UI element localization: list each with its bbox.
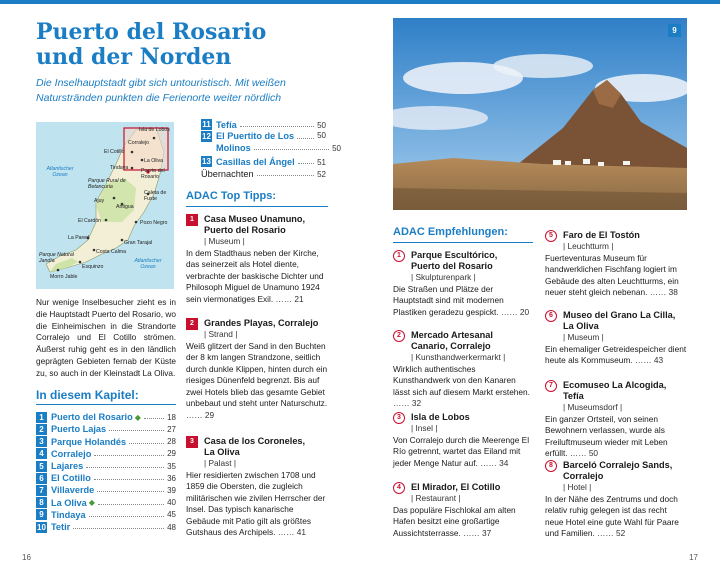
overview-map (36, 122, 174, 289)
entry-page-ref: 20 (519, 306, 530, 317)
top_tipps-item-2: 2 Grandes Playas, Corralejo | Strand | Weiß glitzert der Sand in den Buchten der 8 km langen Strandzone, seitlich durch dunkle Klippen, hinten durch ein riesiges Dünenfeld begrenzt. Bis auf zwei Hotels blieb das gesamte Gebiet unbebaut und steht unter Naturschutz. …… 29 (186, 318, 328, 420)
entry-category: | Museum | (563, 332, 604, 342)
map-label-parque-natural: Parque Natural Jandía (39, 252, 74, 264)
location-marker-icon: 1 (186, 214, 198, 226)
empfehlungen-heading: ADAC Empfehlungen: (393, 226, 508, 238)
empf-item-3: 3 Isla de Lobos | Insel | Von Corralejo durch die Meerenge El Río getrennt, wartet das Eiland mit jeder Menge Natur auf. …… 34 (393, 412, 535, 469)
page-number-badge: 9 (668, 24, 681, 37)
entry-title: Mercado Artesanal (411, 330, 493, 340)
entry-page-ref: 43 (653, 355, 664, 365)
entry-description: Von Corralejo durch die Meerenge El Río getrennt, wartet das Eiland mit jeder Menge Natur auf. (393, 434, 530, 468)
top-tipps-heading: ADAC Top Tipps: (186, 190, 277, 202)
entry-page-ref: 37 (482, 527, 492, 538)
top_tipps-item-1: 1 Casa Museo Unamuno, Puerto del Rosario | Museum | In dem Stadthaus neben der Kirche, das seinerzeit als Hotel diente, verbrachte der baskische Dichter und Philosoph Miguel de Unamuno 1924 sein viermonatiges Exil. …… 21 (186, 214, 328, 305)
map-label-esquinzo: Esquinzo (82, 264, 104, 270)
entry-title-line2: Puerto del Rosario (411, 261, 493, 271)
entry-page-ref: 52 (616, 528, 626, 538)
entry-title-line2: Puerto del Rosario (204, 225, 286, 235)
page-number-left: 16 (22, 553, 31, 562)
map-label-la-pared: La Pared (68, 235, 90, 241)
entry-title: Ecomuseo La Alcogida, (563, 380, 667, 390)
entry-description: Ein ganzer Ortsteil, von seinen Bewohnern verlassen, wurde als Freiluftmuseum wieder mit Leben erfüllt. (545, 413, 668, 458)
location-marker-icon: 2 (186, 318, 198, 330)
entry-description: Fuerteventuras Museum für handwerklichen Fischfang logiert im Gebäude des alten Leuchtturms, ein neuer steht gleich nebenan. (545, 252, 679, 297)
toc-item-2[interactable]: 2 Puerto Lajas 27 (36, 423, 176, 436)
entry-description: Hier residierten zwischen 1708 und 1859 die Obersten, die zugleich militärischen wie zivilen Herrscher der Insel. Das typisch kanarische Gebäude mit Patio gilt als größtes Gutshaus des Archipels. (186, 469, 326, 537)
top_tipps-item-3: 3 Casa de los Coroneles, La Oliva | Palast | Hier residierten zwischen 1708 und 1859 die Obersten, die zugleich militärischen wie zivilen Herrscher der Insel. Das typisch kanarische Gebäude mit Patio gilt als größtes Gutshaus des Archipels. …… 41 (186, 436, 328, 539)
toc-item-5[interactable]: 5 Lajares 35 (36, 460, 176, 473)
entry-title-line2: Canario, Corralejo (411, 341, 491, 351)
location-pin-icon: 1 (393, 250, 405, 262)
star-icon: ◆ (88, 498, 95, 508)
map-label-el-cotillo: El Cotillo (104, 149, 125, 155)
top-tipps-rule (186, 206, 328, 207)
entry-title: Parque Escultórico, (411, 250, 498, 260)
landscape-photo (393, 18, 687, 210)
toc-item-11[interactable]: 11 Tefía 50 (202, 120, 326, 130)
map-label-la-oliva: La Oliva (144, 158, 164, 164)
map-label-costa-calma: Costa Calma (96, 249, 126, 255)
empf-item-7: 7 Ecomuseo La Alcogida, Tefía | Museumsdorf | Ein ganzer Ortsteil, von seinen Bewohnern verlassen, wurde als Freiluftmuseum wieder mit Leben erfüllt. …… 50 (545, 380, 687, 460)
entry-title: Museo del Grano La Cilla, (563, 310, 676, 320)
toc-item-4[interactable]: 4 Corralejo 29 (36, 448, 176, 461)
toc-item-3[interactable]: 3 Parque Holandés 28 (36, 435, 176, 448)
location-pin-icon: 6 (545, 310, 557, 322)
location-pin-icon: 5 (545, 230, 557, 242)
location-pin-icon: 7 (545, 380, 557, 392)
entry-category: | Skulpturenpark | (411, 272, 476, 282)
entry-description: Ein ehemaliger Getreidespeicher dient heute als Kornmuseum. (545, 343, 687, 365)
toc-item-9[interactable]: 9 Tindaya 45 (36, 509, 176, 522)
entry-page-ref: 38 (668, 287, 678, 297)
entry-title: Isla de Lobos (411, 412, 470, 422)
entry-description: Weiß glitzert der Sand in den Buchten der 8 km langen Strandzone, seitlich durch dunkle Klippen, hinten durch ein riesiges Dünenfeld begrenzt. Bis auf zwei Hotels blieb das gesamte Gebiet unbebaut und steht unter Naturschutz. (186, 340, 328, 408)
intro-text: Die Inselhauptstadt gibt sich untouristisch. Mit weißen Naturstränden punkten die Ferienorte weiter nördlich (36, 77, 286, 104)
location-pin-icon: 3 (393, 412, 405, 424)
location-marker-icon: 3 (186, 436, 198, 448)
empf-item-4: 4 El Mirador, El Cotillo | Restaurant | Das populäre Fischlokal am alten Hafen besitzt eine großartige Aussichtsterrasse. …… 37 (393, 482, 535, 539)
map-label-el-cardon: El Cardón (78, 218, 102, 224)
map-label-pozo-negro: Pozo Negro (140, 220, 168, 226)
location-pin-icon: 8 (545, 460, 557, 472)
toc-item-10[interactable]: 10 Tetir 48 (37, 522, 176, 533)
page-title: Puerto del Rosario und der Norden (36, 19, 267, 70)
entry-page-ref: 32 (411, 398, 422, 408)
toc-item-12[interactable]: 12 El Puertito de Los 50 (202, 131, 326, 141)
map-label-ocean-east: Atlantischer Ozean (134, 258, 162, 270)
toc-item-7[interactable]: 7 Villaverde 39 (36, 484, 176, 497)
entry-category: | Kunsthandwerkermarkt | (411, 352, 506, 362)
photo-illustration (393, 18, 687, 210)
map-label-tindaya: Tindaya (110, 165, 129, 171)
entry-title: Faro de El Tostón (563, 230, 640, 240)
map-label-caleta: Caleta de Fuste (144, 190, 167, 202)
toc-item-12-line2[interactable]: Molinos 50 (216, 143, 341, 153)
entry-title: Casa de los Coroneles, (204, 436, 306, 446)
entry-category: | Museumsdorf | (563, 402, 623, 412)
map-label-gran-tarajal: Gran Tarajal (124, 240, 153, 246)
map-label-puerto-rosario: Puerto del Rosario (141, 168, 165, 180)
entry-category: | Strand | (204, 329, 238, 339)
empf-item-2: 2 Mercado Artesanal Canario, Corralejo | Kunsthandwerkermarkt | Wirklich authentisches Kunsthandwerk von den Kanaren lässt sich auf diesem Markt erstehen. …… 32 (393, 330, 535, 410)
toc-item-1[interactable]: 1 Puerto del Rosario ◆ 18 (36, 411, 176, 424)
top-bar-right (360, 0, 720, 4)
map-label-ocean-west: Atlantischer Ozean (46, 166, 74, 178)
empf-item-1: 1 Parque Escultórico, Puerto del Rosario | Skulpturenpark | Die Straßen und Plätze der Hauptstadt sind mit modernen Plastiken geradezu gespickt. …… 20 (393, 250, 535, 318)
entry-description: In der Nähe des Zentrums und doch relativ ruhig gelegen ist das recht neue Hotel eine gute Wahl für Paare und Familien. (545, 493, 679, 538)
map-label-parque-rural: Parque Rural de Betancuria (88, 178, 126, 190)
entry-page-ref: 50 (588, 448, 599, 458)
toc-item-13[interactable]: 13 Casillas del Ángel 51 (202, 157, 326, 167)
star-icon: ◆ (134, 412, 141, 422)
entry-page-ref: 41 (296, 527, 306, 537)
entry-title: Barceló Corralejo Sands, (563, 460, 673, 470)
page-number-right: 17 (689, 553, 698, 562)
map-label-morro-jable: Morro Jable (50, 274, 78, 280)
map-label-antigua: Antigua (116, 204, 134, 210)
entry-description: Das populäre Fischlokal am alten Hafen besitzt eine großartige Aussichtsterrasse. (393, 504, 516, 538)
entry-title-line2: Corralejo (563, 471, 604, 481)
entry-category: | Restaurant | (411, 493, 461, 503)
entry-page-ref: 34 (499, 457, 509, 468)
entry-description: Wirklich authentisches Kunsthandwerk von den Kanaren lässt sich auf diesem Markt erstehen. (393, 363, 530, 397)
empf-item-6: 6 Museo del Grano La Cilla, La Oliva | Museum | Ein ehemaliger Getreidespeicher dient heute als Kornmuseum. …… 43 (545, 310, 687, 365)
location-pin-icon: 2 (393, 330, 405, 342)
toc-item-6[interactable]: 6 El Cotillo 36 (36, 472, 176, 485)
entry-description: Die Straßen und Plätze der Hauptstadt sind mit modernen Plastiken geradezu gespickt. (393, 283, 504, 317)
entry-title: Casa Museo Unamuno, (204, 214, 306, 224)
entry-description: In dem Stadthaus neben der Kirche, das seinerzeit als Hotel diente, verbrachte der baskische Dichter und Philosoph Miguel de Unamuno 1924 sein viermonatiges Exil. (186, 247, 324, 304)
toc-item-8[interactable]: 8 La Oliva ◆ 40 (36, 496, 176, 509)
empf-item-5: 5 Faro de El Tostón | Leuchtturm | Fuerteventuras Museum für handwerklichen Fischfang logiert im Gebäude des alten Leuchtturms, ein neuer steht gleich nebenan. …… 38 (545, 230, 687, 299)
entry-category: | Museum | (204, 236, 245, 246)
chapter-heading: In diesem Kapitel: (36, 388, 139, 402)
location-pin-icon: 4 (393, 482, 405, 494)
left-body-text: Nur wenige Inselbesucher zieht es in die Hauptstadt Puerto del Rosario, wo die Einheimischen in die Strandorte Corralejo und El Cotillo strömen. Äußerst ruhig geht es in den ländlich geprägten Gebieten fernab der Küste zu, so auch in der Kleinstadt La Oliva. (36, 297, 176, 378)
top-bar-left (0, 0, 360, 4)
entry-title-line2: La Oliva (204, 447, 240, 457)
entry-title-line2: Tefía (563, 391, 584, 401)
entry-page-ref: 29 (204, 409, 215, 420)
toc-item-overnight[interactable]: Übernachten 52 (201, 169, 326, 179)
entry-category: | Leuchtturm | (563, 241, 614, 251)
entry-title-line2: La Oliva (563, 321, 599, 331)
entry-title: Grandes Playas, Corralejo (204, 318, 319, 328)
entry-category: | Insel | (411, 423, 438, 433)
entry-page-ref: 21 (294, 293, 304, 304)
entry-category: | Hotel | (563, 482, 592, 492)
empf-item-8: 8 Barceló Corralejo Sands, Corralejo | Hotel | In der Nähe des Zentrums und doch relativ ruhig gelegen ist das recht neue Hotel eine gute Wahl für Paare und Familien. …… 52 (545, 460, 687, 540)
chapter-heading-rule (36, 404, 176, 405)
entry-title: El Mirador, El Cotillo (411, 482, 501, 492)
map-label-isla-lobos: Isla de Lobos (139, 127, 170, 133)
empfehlungen-rule (393, 242, 533, 243)
map-label-ajuy: Ajuy (94, 198, 105, 204)
map-label-corralejo: Corralejo (128, 140, 150, 146)
entry-category: | Palast | (204, 458, 236, 468)
